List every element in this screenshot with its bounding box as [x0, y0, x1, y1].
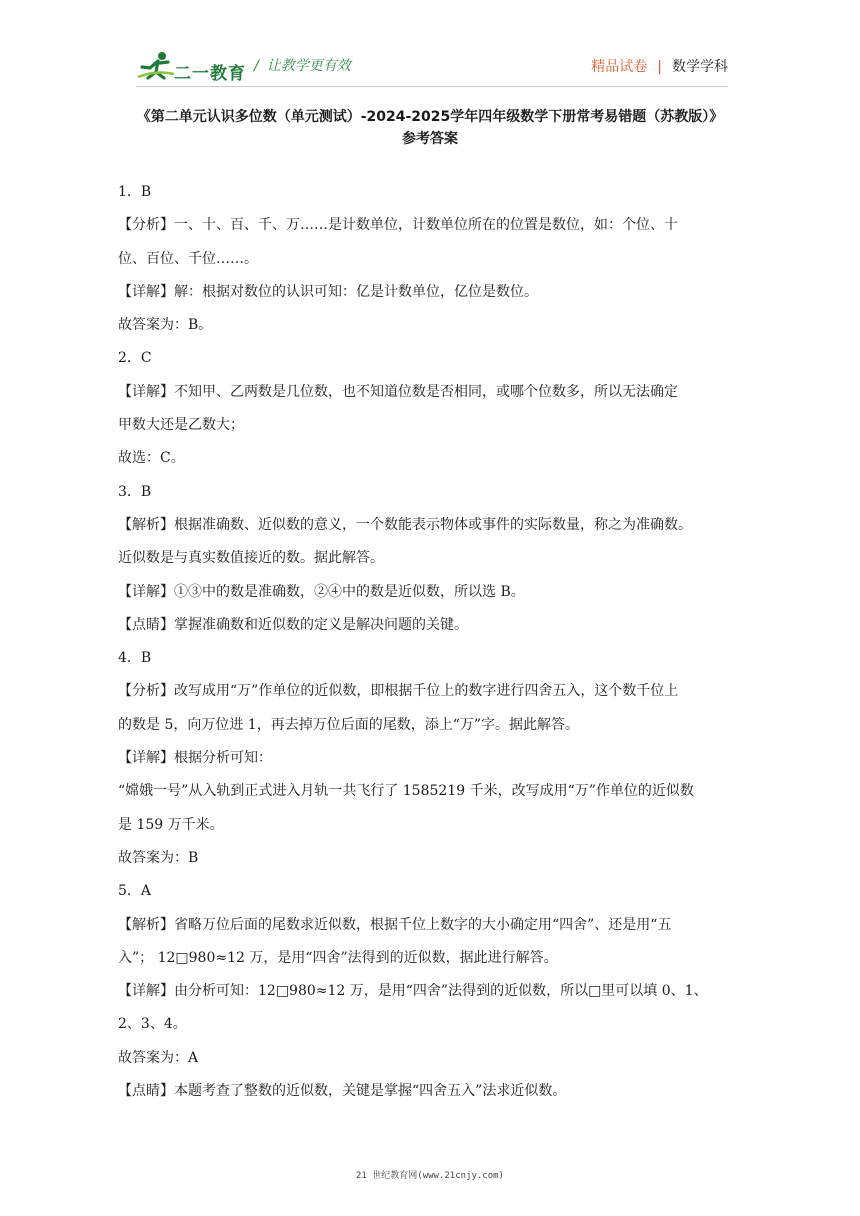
document-title — [100, 106, 760, 150]
logo — [136, 50, 246, 82]
text-line: 3．B — [118, 483, 152, 500]
text-line: 【详解】不知甲、乙两数是几位数，也不知道位数是否相同，或哪个位数多，所以无法确定 — [118, 383, 678, 400]
text-line: 故答案为：B。 — [118, 317, 213, 334]
page-footer: 21 世纪教育网(www.21cnjy.com) — [356, 1171, 504, 1181]
slogan: / 让教学更有效 — [254, 58, 351, 74]
slogan-text: 让教学更有效 — [266, 58, 351, 74]
logo-text: 二一教育 — [174, 64, 246, 84]
page-header — [136, 46, 728, 86]
text-line: 5．A — [118, 883, 152, 900]
text-line: 【详解】解：根据对数位的认识可知：亿是计数单位，亿位是数位。 — [118, 283, 538, 300]
text-line: 2．C — [118, 350, 152, 367]
text-line: 【分析】一、十、百、千、万……是计数单位，计数单位所在的位置是数位，如：个位、十 — [118, 217, 678, 234]
text-line: 【详解】①③中的数是准确数，②④中的数是近似数，所以选 B。 — [118, 583, 525, 600]
text-line: 甲数大还是乙数大； — [118, 417, 244, 434]
text-line: 故答案为：A — [118, 1049, 199, 1066]
text-line: 【解析】省略万位后面的尾数求近似数，根据千位上数字的大小确定用“四舍”、还是用“五 — [118, 916, 672, 933]
text-line: 【详解】由分析可知：12□980≈12 万，是用“四舍”法得到的近似数，所以□里可以填 0、1、 — [118, 983, 708, 1000]
tag-premium: 精品试卷 — [591, 59, 648, 75]
text-line: 【点睛】掌握准确数和近似数的定义是解决问题的关键。 — [118, 616, 468, 633]
text-line: 位、百位、千位……。 — [118, 250, 258, 267]
text-line: 【解析】根据准确数、近似数的意义，一个数能表示物体或事件的实际数量，称之为准确数。 — [118, 516, 692, 533]
text-line: 【点睛】本题考查了整数的近似数，关键是掌握“四舍五入”法求近似数。 — [118, 1083, 567, 1100]
text-line: 1．B — [118, 184, 152, 200]
text-line: 入”； 12□980≈12 万，是用“四舍”法得到的近似数，据此进行解答。 — [118, 949, 558, 966]
header-divider — [136, 86, 728, 87]
text-line: 故答案为：B — [118, 849, 199, 866]
text-line: 【分析】改写成用“万”作单位的近似数，即根据千位上的数字进行四舍五入，这个数千位上 — [118, 683, 679, 700]
text-line: 是 159 万千米。 — [118, 816, 224, 833]
header-tags: 精品试卷 | 数学学科 — [591, 59, 728, 75]
text-line: 近似数是与真实数值接近的数。据此解答。 — [118, 550, 384, 567]
title-line-2: 参考答案 — [402, 131, 458, 147]
text-line: 【详解】根据分析可知： — [118, 750, 272, 767]
tag-subject: 数学学科 — [672, 59, 728, 75]
text-line: “嫦娥一号”从入轨到正式进入月轨一共飞行了 1585219 千米，改写成用“万”作单位的近似数 — [118, 783, 694, 800]
answer-content — [118, 176, 738, 1108]
text-line: 4．B — [118, 650, 152, 667]
title-line-1: 《第二单元认识多位数（单元测试）-2024-2025学年四年级数学下册常考易错题（苏教版）》 — [136, 109, 724, 125]
runner-logo-icon — [136, 50, 176, 82]
text-line: 故选：C。 — [118, 450, 185, 467]
text-line: 的数是 5，向万位进 1，再去掉万位后面的尾数，添上“万”字。据此解答。 — [118, 716, 580, 733]
text-line: 2、3、4。 — [118, 1016, 187, 1033]
